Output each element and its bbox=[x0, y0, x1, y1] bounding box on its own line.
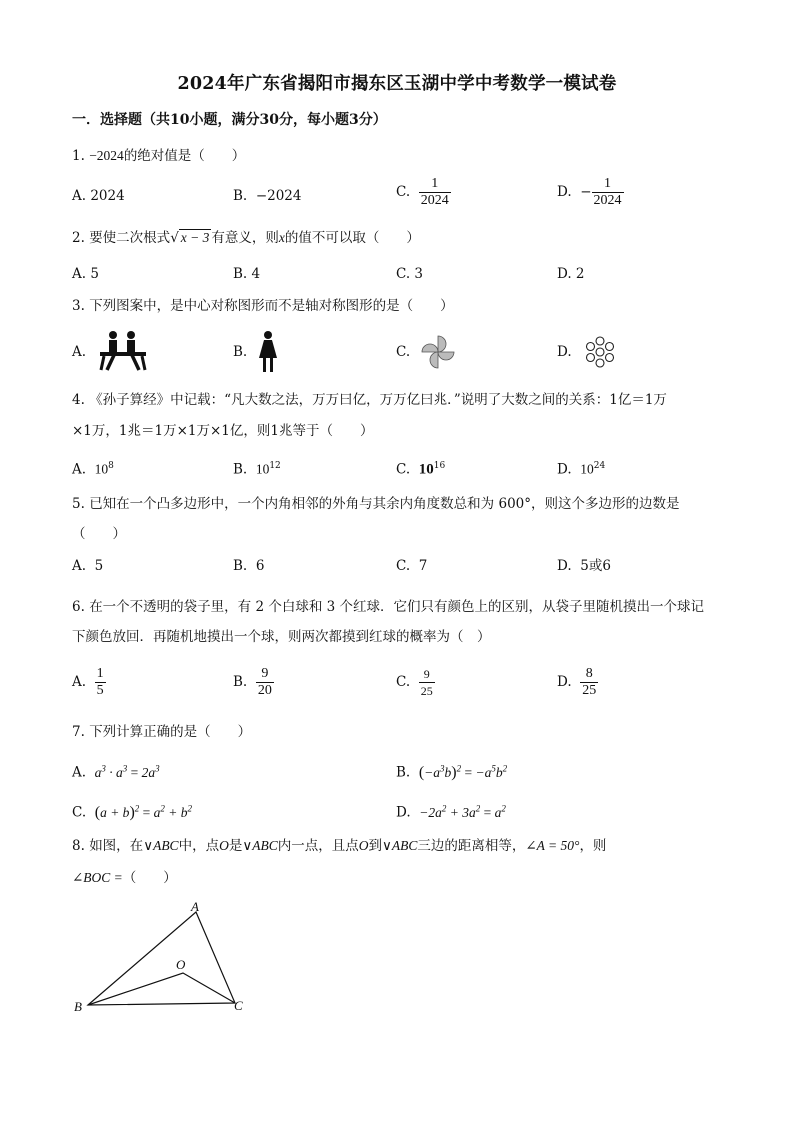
option-label: B. bbox=[396, 764, 411, 781]
question-text: 如图，在 bbox=[89, 838, 144, 854]
fraction: $\frac{1}{5}$ bbox=[96, 666, 104, 698]
option-d[interactable] bbox=[557, 456, 605, 480]
power-exponent: 8 bbox=[108, 461, 114, 471]
option-value: −2024 bbox=[255, 188, 302, 204]
point-o: O bbox=[219, 838, 229, 853]
fraction: $\frac{8}{25}$ bbox=[582, 666, 597, 698]
question-text: 中，点 bbox=[178, 838, 220, 854]
point-o: O bbox=[358, 838, 369, 853]
option-d[interactable] bbox=[557, 556, 611, 576]
option-d[interactable]: D. 2 bbox=[557, 266, 585, 282]
option-c[interactable] bbox=[396, 176, 451, 209]
option-label: C. bbox=[72, 804, 87, 821]
option-b[interactable] bbox=[233, 556, 264, 576]
snowflake-icon bbox=[582, 334, 618, 370]
question-text: 内一点，且点 bbox=[277, 838, 359, 854]
triangle-symbol: ∨ABC bbox=[143, 838, 179, 853]
option-a[interactable] bbox=[72, 186, 125, 206]
label-b: B bbox=[74, 999, 82, 1014]
option-a[interactable] bbox=[72, 342, 86, 362]
woman-figure-icon bbox=[256, 330, 280, 374]
fraction: $\frac{9}{20}$ bbox=[257, 666, 272, 698]
option-label: D. bbox=[557, 461, 572, 478]
question-text: 到 bbox=[368, 838, 382, 854]
option-label: A. bbox=[72, 461, 87, 478]
question-text: 要使二次根式 bbox=[89, 230, 171, 246]
question-7 bbox=[72, 722, 251, 742]
option-label: D. bbox=[557, 558, 572, 574]
pinwheel-icon bbox=[420, 334, 456, 370]
option-label: A. bbox=[72, 344, 87, 360]
fraction: $\frac{1}{2024}$ bbox=[420, 176, 449, 208]
variable: x bbox=[278, 230, 285, 245]
triangle-symbol: ∨ABC bbox=[242, 838, 278, 853]
fraction: $\frac{1}{2024}$ bbox=[593, 176, 622, 208]
question-text: 三边的距离相等， bbox=[417, 838, 526, 854]
option-d[interactable] bbox=[557, 176, 624, 209]
option-b[interactable] bbox=[396, 758, 507, 783]
option-d[interactable] bbox=[557, 342, 572, 362]
question-text: （ ） bbox=[122, 870, 177, 886]
option-b[interactable] bbox=[233, 342, 247, 362]
option-c[interactable] bbox=[396, 666, 435, 699]
section-heading: 一．选择题（共10小题，满分30分，每小题3分） bbox=[72, 112, 387, 128]
option-label: B. bbox=[233, 344, 248, 360]
question-3 bbox=[72, 296, 454, 316]
option-label: C. bbox=[396, 344, 411, 360]
option-label: A. bbox=[72, 558, 87, 574]
option-label: B. bbox=[233, 188, 248, 204]
option-label: A. bbox=[72, 764, 87, 781]
option-a[interactable] bbox=[72, 556, 103, 576]
option-a[interactable] bbox=[72, 758, 160, 783]
option-label: A. bbox=[72, 188, 87, 204]
question-5-line-2: （ ） bbox=[72, 526, 126, 542]
math-expression: $-2a^2 + 3a^2 = a^2$ bbox=[419, 803, 506, 820]
question-2 bbox=[72, 228, 420, 248]
page-title: 2024年广东省揭阳市揭东区玉湖中学中考数学一模试卷 bbox=[177, 74, 617, 94]
question-number: 6. bbox=[72, 599, 85, 615]
fraction: $\frac{9}{25}$ bbox=[420, 667, 433, 698]
expression: −2024 bbox=[89, 148, 124, 163]
power-base: 10 bbox=[418, 461, 434, 478]
question-text: 在一个不透明的袋子里，有 2 个白球和 3 个红球．它们只有颜色上的区别，从袋子里随机摸出一个球记 bbox=[89, 599, 705, 615]
math-expression: $(-a^3b)^2 = -a^5b^2$ bbox=[418, 763, 508, 781]
question-8-line-2 bbox=[72, 868, 177, 888]
triangle-abc bbox=[88, 912, 235, 1005]
square-root: √ x − 3 bbox=[170, 230, 210, 246]
option-value: 5或6 bbox=[580, 558, 611, 574]
option-c[interactable] bbox=[396, 556, 427, 576]
option-label: C. bbox=[396, 461, 411, 478]
question-text: 《孙子算经》中记载：“凡大数之法，万万曰亿，万万亿曰兆．”说明了大数之间的关系：1亿＝1万 bbox=[89, 392, 667, 408]
option-c[interactable] bbox=[396, 456, 445, 480]
option-d[interactable] bbox=[557, 666, 598, 699]
question-4-line-2: ×1万，1兆＝1万×1万×1亿，则1兆等于（ ） bbox=[72, 423, 374, 439]
question-text: 的绝对值是（ ） bbox=[123, 148, 246, 164]
option-label: B. bbox=[233, 674, 248, 690]
triangle-symbol: ∨ABC bbox=[381, 838, 418, 853]
angle-expression: ∠BOC = bbox=[72, 870, 123, 885]
power-exponent: 16 bbox=[433, 461, 446, 471]
option-label: D. bbox=[557, 344, 572, 360]
question-text: 下列图案中，是中心对称图形而不是轴对称图形的是（ ） bbox=[89, 298, 454, 314]
option-c[interactable] bbox=[396, 342, 410, 362]
option-label: C. bbox=[396, 674, 411, 690]
option-label: D. bbox=[557, 674, 572, 690]
question-6 bbox=[72, 597, 704, 617]
option-label: D. bbox=[396, 804, 411, 821]
question-text: 下列计算正确的是（ ） bbox=[89, 724, 252, 740]
option-b[interactable]: B. 4 bbox=[233, 266, 261, 282]
option-a[interactable] bbox=[72, 456, 114, 480]
option-value: 5 bbox=[94, 558, 104, 574]
option-value: 2024 bbox=[90, 188, 125, 204]
triangle-figure bbox=[70, 895, 260, 1020]
option-label: A. bbox=[72, 674, 87, 690]
question-number: 8. bbox=[72, 838, 85, 854]
option-label: C. bbox=[396, 184, 411, 200]
segments-bo-oc bbox=[88, 973, 235, 1005]
option-label: B. bbox=[233, 558, 248, 574]
question-number: 1. bbox=[72, 148, 85, 164]
option-a[interactable] bbox=[72, 666, 106, 699]
label-a: A bbox=[191, 899, 199, 914]
question-4 bbox=[72, 390, 667, 410]
question-text: 是 bbox=[228, 838, 243, 854]
question-number: 4. bbox=[72, 392, 85, 408]
option-label: D. bbox=[557, 184, 572, 200]
question-6-line-2: 下颜色放回．再随机地摸出一个球，则两次都摸到红球的概率为（ ） bbox=[72, 629, 491, 645]
power-exponent: 12 bbox=[269, 461, 281, 471]
question-5 bbox=[72, 494, 680, 514]
option-label: B. bbox=[233, 461, 248, 478]
option-value: 6 bbox=[255, 558, 265, 574]
option-a[interactable]: A. 5 bbox=[72, 266, 99, 282]
question-text: 的值不可以取（ ） bbox=[284, 230, 420, 246]
question-text: 有意义，则 bbox=[211, 230, 279, 246]
math-expression: $(a + b)^2 = a^2 + b^2$ bbox=[94, 803, 193, 821]
option-b[interactable] bbox=[233, 666, 274, 699]
question-text: 已知在一个凸多边形中，一个内角相邻的外角与其余内角度数总和为 600°，则这个多边形的边数是 bbox=[89, 496, 680, 512]
option-b[interactable] bbox=[233, 456, 281, 480]
power-exponent: 24 bbox=[593, 461, 606, 471]
option-value: 7 bbox=[418, 558, 428, 574]
angle-expression: ∠A = 50° bbox=[525, 838, 580, 853]
people-on-bench-icon bbox=[95, 330, 151, 372]
question-number: 2. bbox=[72, 230, 85, 246]
question-number: 5. bbox=[72, 496, 85, 512]
label-o: O bbox=[176, 957, 186, 972]
option-b[interactable] bbox=[233, 186, 301, 206]
option-d[interactable] bbox=[396, 798, 506, 823]
option-c[interactable]: C. 3 bbox=[396, 266, 424, 282]
option-label: C. bbox=[396, 558, 411, 574]
question-number: 7. bbox=[72, 724, 85, 740]
power-base: 10 bbox=[580, 461, 594, 477]
math-expression: $a^3 \cdot a^3 = 2a^3$ bbox=[94, 763, 160, 780]
question-text: ，则 bbox=[579, 838, 607, 854]
question-number: 3. bbox=[72, 298, 85, 314]
question-8 bbox=[72, 836, 606, 856]
option-c[interactable] bbox=[72, 798, 192, 823]
label-c: C bbox=[234, 998, 243, 1013]
power-base: 10 bbox=[94, 461, 109, 477]
minus-sign: − bbox=[580, 184, 592, 200]
question-1 bbox=[72, 146, 245, 166]
power-base: 10 bbox=[255, 461, 270, 477]
